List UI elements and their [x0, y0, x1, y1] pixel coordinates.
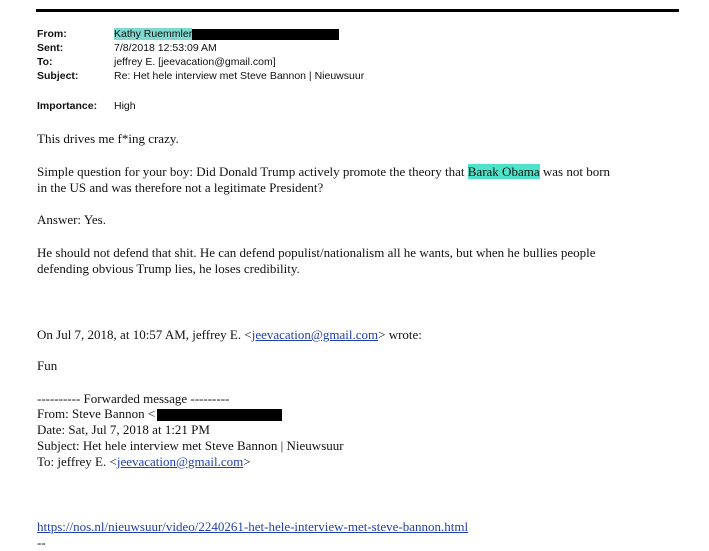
forwarded-separator: ---------- Forwarded message ---------	[37, 391, 230, 406]
wrote-suffix: > wrote:	[378, 327, 422, 342]
body-answer: Answer: Yes.	[37, 212, 106, 227]
quoted-fun: Fun	[37, 358, 58, 373]
fwd-to-suffix: >	[243, 454, 251, 469]
question-suffix: was not born	[539, 164, 611, 179]
subject-label: Subject:	[37, 70, 79, 82]
forwarded-subject: Subject: Het hele interview met Steve Bannon | Nieuwsuur	[37, 438, 344, 453]
fwd-to-prefix: To: jeffrey E. <	[37, 454, 117, 469]
forwarded-to	[37, 454, 251, 470]
fwd-from-text: From: Steve Bannon <	[37, 406, 156, 421]
from-label: From:	[37, 28, 67, 40]
email-link[interactable]: jeevacation@gmail.com	[251, 327, 379, 342]
body-paragraph-line-2: defending obvious Trump lies, he loses credibility.	[37, 261, 300, 276]
to-value: jeffrey E. [jeevacation@gmail.com]	[114, 56, 276, 68]
importance-value: High	[114, 100, 136, 112]
wrote-prefix: On Jul 7, 2018, at 10:57 AM, jeffrey E. <	[37, 327, 252, 342]
subject-value: Re: Het hele interview met Steve Bannon | Nieuwsuur	[114, 70, 365, 82]
body-line-1: This drives me f*ing crazy.	[37, 131, 179, 146]
signature-separator: --	[37, 535, 46, 550]
email-link[interactable]: jeevacation@gmail.com	[116, 454, 244, 469]
question-prefix: Simple question for your boy: Did Donald Trump actively promote the theory that	[37, 164, 468, 179]
forwarded-from	[37, 406, 282, 422]
top-rule	[36, 9, 679, 12]
sent-label: Sent:	[37, 42, 64, 54]
from-value	[114, 28, 339, 41]
video-url-link[interactable]: https://nos.nl/nieuwsuur/video/2240261-het-hele-interview-met-steve-bannon.html	[37, 519, 469, 534]
highlighted-name: Barak Obama	[467, 164, 540, 179]
body-question-line-2: in the US and was therefore not a legitimate President?	[37, 180, 324, 195]
body-question-line-1	[37, 164, 610, 180]
quoted-wrote-line	[37, 327, 422, 343]
sender-name: Kathy Ruemmler	[114, 28, 193, 40]
forwarded-date: Date: Sat, Jul 7, 2018 at 1:21 PM	[37, 422, 210, 437]
to-label: To:	[37, 56, 53, 68]
importance-label: Importance:	[37, 100, 98, 112]
redaction-box	[192, 29, 339, 40]
redaction-box	[157, 409, 282, 421]
sent-value: 7/8/2018 12:53:09 AM	[114, 42, 217, 54]
body-paragraph-line-1: He should not defend that shit. He can defend populist/nationalism all he wants, but when he bullies people	[37, 245, 596, 260]
